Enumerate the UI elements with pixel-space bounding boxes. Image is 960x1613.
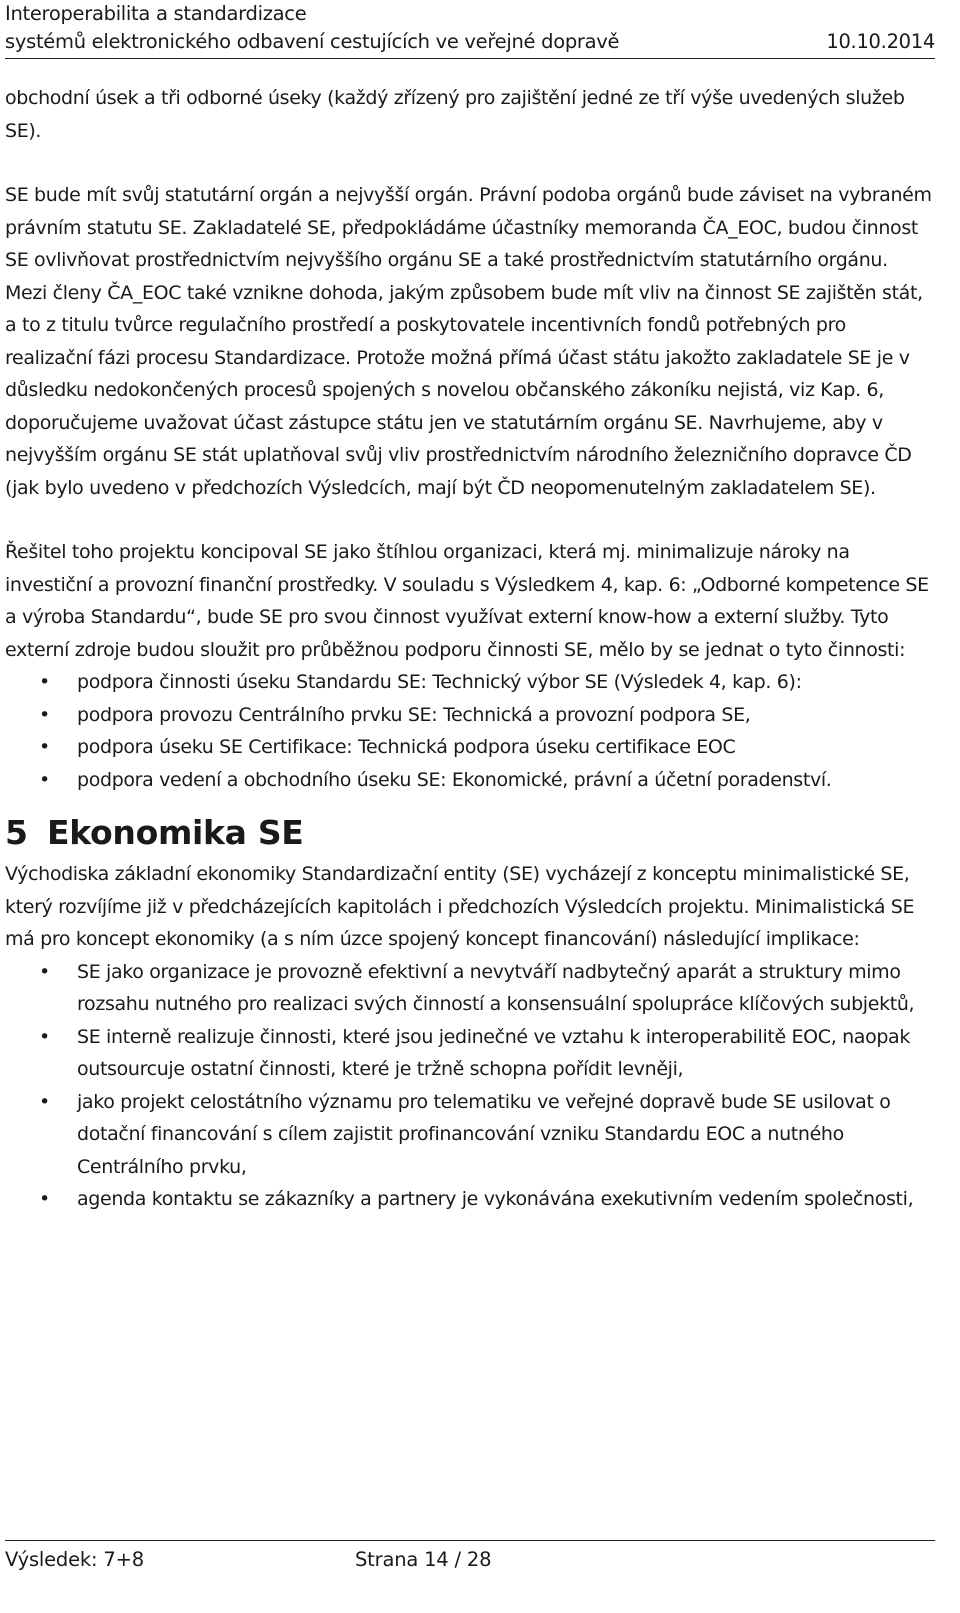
bullet-list-2 (5, 956, 935, 1216)
paragraph-3: Řešitel toho projektu koncipoval SE jako štíhlou organizaci, která mj. minimalizuje nároky na investiční a provozní finanční prostředky. V souladu s Výsledkem 4, kap. 6: „Odborné kompetence SE a výroba Standardu“, bude SE pro svou činnost využívat externí know-how a externí služby. Tyto externí zdroje budou sloužit pro průběžnou podporu činnosti SE, mělo by se jednat o tyto činnosti: (5, 541, 929, 661)
bullet-icon: • (39, 960, 50, 983)
list-item: • agenda kontaktu se zákazníky a partnery je vykonávána exekutivním vedením společnosti, (5, 1183, 935, 1216)
bullet-icon: • (39, 768, 50, 791)
paragraph-4: Východiska základní ekonomiky Standardizační entity (SE) vycházejí z konceptu minimalistické SE, který rozvíjíme již v předcházejících kapitolách i předchozích Výsledcích projektu. Minimalistická SE má pro koncept ekonomiky (a s ním úzce spojený koncept financování) následující implikace: (5, 863, 915, 950)
bullet-icon: • (39, 1188, 50, 1210)
document-body (5, 82, 935, 1216)
header-title-line2: systémů elektronického odbavení cestujících ve veřejné dopravě (5, 30, 620, 53)
list-item: • podpora úseku SE Certifikace: Technická podpora úseku certifikace EOC (5, 731, 935, 764)
footer-page-number: Strana 14 / 28 (355, 1548, 492, 1571)
list-item: • SE interně realizuje činnosti, které jsou jedinečné ve vztahu k interoperabilitě EOC, naopak outsourcuje ostatní činnosti, které je tržně schopna pořídit levněji, (5, 1021, 935, 1086)
header-title-line1: Interoperabilita a standardizace (5, 2, 307, 25)
header-line2 (5, 28, 935, 56)
page-header (5, 0, 935, 59)
list-item: • SE jako organizace je provozně efektivní a nevytváří nadbytečný aparát a struktury mimo rozsahu nutného pro realizaci svých činností a konsensuální spolupráce klíčových subjektů, (5, 956, 935, 1021)
section-number: 5 (5, 813, 28, 852)
section-title: Ekonomika SE (47, 813, 304, 852)
footer-result: Výsledek: 7+8 (5, 1548, 144, 1571)
section-heading (5, 810, 935, 856)
bullet-icon: • (39, 736, 50, 758)
paragraph-1: obchodní úsek a tři odborné úseky (každý zřízený pro zajištění jedné ze tří výše uvedených služeb SE). (5, 87, 905, 142)
bullet-list-1 (5, 666, 935, 796)
bullet-icon: • (39, 1025, 50, 1048)
list-item: • podpora provozu Centrálního prvku SE: Technická a provozní podpora SE, (5, 699, 935, 732)
paragraph-2: SE bude mít svůj statutární orgán a nejvyšší orgán. Právní podoba orgánů bude záviset na vybraném právním statutu SE. Zakladatelé SE, předpokládáme účastníky memoranda ČA_EOC, budou činnost SE ovlivňovat prostřednictvím nejvyššího orgánu SE a také prostřednictvím statutárního orgánu. Mezi členy ČA_EOC také vznikne dohoda, jakým způsobem bude mít vliv na činnost SE zajištěn stát, a to z titulu tvůrce regulačního prostředí a poskytovatele incentivních fondů potřebných pro realizační fázi procesu Standardizace. Protože možná přímá účast státu jakožto zakladatele SE je v důsledku nedokončených procesů spojených s novelou občanského zákoníku nejistá, viz Kap. 6, doporučujeme uvažovat účast zástupce státu jen ve statutárním orgánu SE. Navrhujeme, aby v nejvyšším orgánu SE stát uplatňoval svůj vliv prostřednictvím národního železničního dopravce ČD (jak bylo uvedeno v předchozích Výsledcích, mají být ČD neopomenutelným zakladatelem SE). (5, 184, 932, 499)
bullet-icon: • (39, 703, 50, 726)
list-item: • podpora činnosti úseku Standardu SE: Technický výbor SE (Výsledek 4, kap. 6): (5, 666, 935, 699)
list-item: • jako projekt celostátního významu pro telematiku ve veřejné dopravě bude SE usilovat o dotační financování s cílem zajistit profinancování vzniku Standardu EOC a nutného Centrálního prvku, (5, 1086, 935, 1184)
bullet-icon: • (39, 671, 50, 693)
header-date: 10.10.2014 (826, 30, 935, 53)
list-item: • podpora vedení a obchodního úseku SE: Ekonomické, právní a účetní poradenství. (5, 764, 935, 797)
page-footer (5, 1540, 935, 1575)
bullet-icon: • (39, 1090, 50, 1113)
